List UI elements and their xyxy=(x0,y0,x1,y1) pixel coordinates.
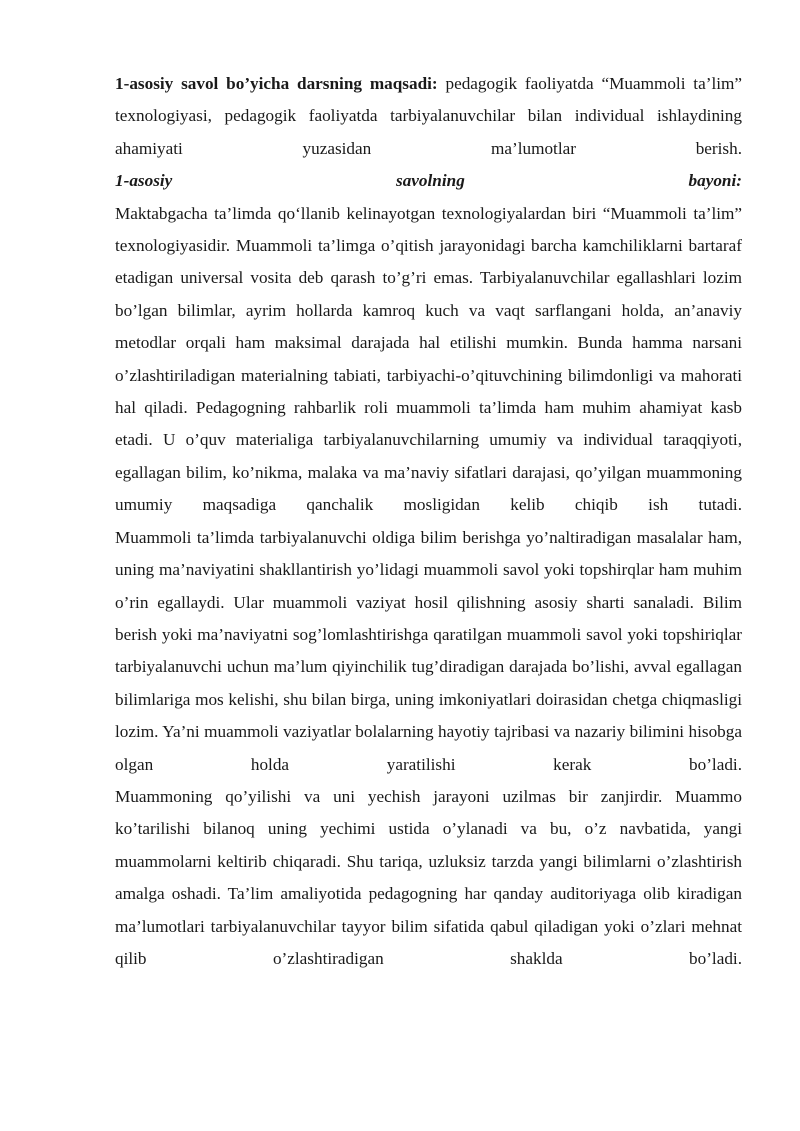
lesson-goal xyxy=(115,68,742,165)
paragraph-1: Maktabgacha ta’limda qo‘llanib kelinayotgan texnologiyalardan biri “Muammoli ta’lim” texnologiyasidir. Muammoli ta’limga o’qitish jarayonidagi barcha kamchiliklarni bartaraf etadigan universal vosita deb qarash to’g’ri emas. Tarbiyalanuvchilar egallashlari lozim bo’lgan bilimlar, ayrim hollarda kamroq kuch va vaqt sarflangani holda, an’anaviy metodlar orqali ham maksimal darajada hal etilishi mumkin. Bunda hamma narsani o’zlashtiriladigan materialning tabiati, tarbiyachi-o’qituvchining bilimdonligi va mahorati hal qiladi. Pedagogning rahbarlik roli muammoli ta’limda ham muhim ahamiyat kasb etadi. U o’quv materialiga tarbiyalanuvchilarning umumiy va individual taraqqiyoti, egallagan bilim, ko’nikma, malaka va ma’naviy sifatlari darajasi, qo’yilgan muammoning umumiy maqsadiga qanchalik mosligidan kelib chiqib ish tutadi. xyxy=(115,203,742,515)
section-heading: 1-asosiy savolning bayoni: xyxy=(115,171,742,191)
paragraph-3: Muammoning qo’yilishi va uni yechish jarayoni uzilmas bir zanjirdir. Muammo ko’tarilishi bilanoq uning yechimi ustida o’ylanadi va bu, o’z navbatida, yangi muammolarni keltirib chiqaradi. Shu tariqa, uzluksiz tarzda yangi bilimlarni o’zlashtirish amalga oshadi. Ta’lim amaliyotida pedagogning har qanday auditoriyaga olib kiradigan ma’lumotlari tarbiyalanuvchilar tayyor bilim sifatida qabul qiladigan yoki o’zlari mehnat qilib o’zlashtiradigan shaklda bo’ladi. xyxy=(115,786,742,968)
lesson-goal-text: pedagogik faoliyatda “Muammoli ta’lim” texnologiyasi, pedagogik faoliyatda tarbiyalanuvchilar bilan individual ishlaydining ahamiyati yuzasidan ma’lumotlar berish. xyxy=(115,74,742,158)
document-page xyxy=(115,68,742,975)
lesson-goal-label: 1-asosiy savol bo’yicha darsning maqsadi: xyxy=(115,74,438,93)
paragraph-2: Muammoli ta’limda tarbiyalanuvchi oldiga bilim berishga yo’naltiradigan masalalar ham, uning ma’naviyatini shakllantirish yo’lidagi muammoli savol yoki topshirqlar ham muhim o’rin egallaydi. Ular muammoli vaziyat hosil qilishning asosiy sharti sanaladi. Bilim berish yoki ma’naviyatni sog’lomlashtirishga qaratilgan muammoli savol yoki topshiriqlar tarbiyalanuvchi uchun ma’lum qiyinchilik tug’diradigan darajada bo’lishi, avval egallagan bilimlariga mos kelishi, shu bilan birga, uning imkoniyatlari doirasidan chetga chiqmasligi lozim. Ya’ni muammoli vaziyatlar bolalarning hayotiy tajribasi va nazariy bilimini hisobga olgan holda yaratilishi kerak bo’ladi. xyxy=(115,527,742,774)
